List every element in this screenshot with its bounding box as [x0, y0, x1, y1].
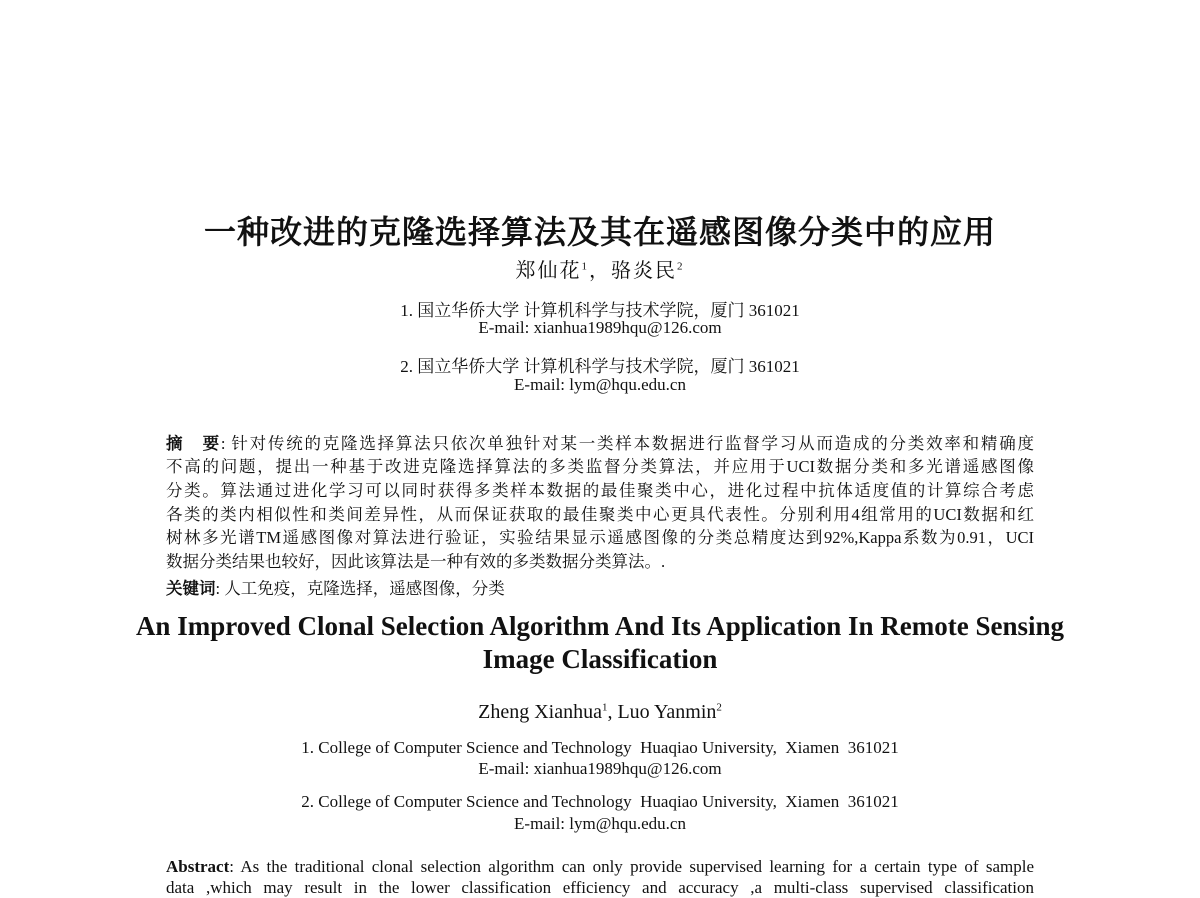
separator: , [607, 701, 618, 723]
abstract-line: 不高的问题，提出一种基于改进克隆选择算法的多类监督分类算法，并应用于UCI数据分类和多光谱遥感图像 [166, 457, 1034, 476]
abstract-text: : As the traditional clonal selection algorithm can only provide supervised learning for a certain type of sample [229, 857, 1034, 876]
separator: ， [589, 260, 611, 282]
abstract-line: 树林多光谱TM遥感图像对算法进行验证，实验结果显示遥感图像的分类总精度达到92%,Kappa系数为0.91，UCI [166, 528, 1034, 547]
english-authors [0, 701, 1200, 724]
abstract-text: : 针对传统的克隆选择算法只依次单独针对某一类样本数据进行监督学习从而造成的分类效率和精确度 [220, 434, 1035, 453]
abstract-line-en [166, 857, 1034, 877]
english-title-line-1: An Improved Clonal Selection Algorithm And Its Application In Remote Sensing [135, 611, 1065, 641]
english-title-line-2: Image Classification [482, 644, 718, 674]
affiliation-2-en: 2. College of Computer Science and Technology Huaqiao University, Xiamen 361021 [301, 792, 899, 811]
abstract-line: 分类。算法通过进化学习可以同时获得多类样本数据的最佳聚类中心，进化过程中抗体适度值的计算综合考虑 [166, 481, 1034, 500]
abstract-line [166, 430, 1034, 454]
abstract-line-en: data ,which may result in the lower classification efficiency and accuracy ,a multi-class supervised classification [166, 878, 1034, 897]
author-name: 骆炎民 [611, 260, 677, 282]
author-name: Luo Yanmin [617, 701, 717, 723]
abstract-label-en: Abstract [166, 857, 230, 876]
abstract-label: 摘 要 [166, 434, 221, 453]
keywords-line [166, 575, 1034, 599]
email-2-en: E-mail: lym@hqu.edu.cn [514, 814, 686, 833]
affiliation-1: 1. 国立华侨大学 计算机科学与技术学院，厦门 361021 [400, 301, 800, 320]
email-1: E-mail: xianhua1989hqu@126.com [478, 318, 722, 337]
affiliation-2: 2. 国立华侨大学 计算机科学与技术学院，厦门 361021 [400, 357, 800, 376]
affiliation-1-en: 1. College of Computer Science and Technology Huaqiao University, Xiamen 361021 [301, 738, 899, 757]
abstract-line: 数据分类结果也较好，因此该算法是一种有效的多类数据分类算法。. [166, 552, 666, 571]
affiliation-mark: 1 [601, 701, 608, 714]
email-1-en: E-mail: xianhua1989hqu@126.com [478, 759, 722, 778]
author-name: Zheng Xianhua [478, 701, 602, 723]
chinese-title: 一种改进的克隆选择算法及其在遥感图像分类中的应用 [203, 213, 996, 251]
keywords: : 人工免疫，克隆选择，遥感图像，分类 [215, 579, 505, 598]
affiliation-mark: 1 [581, 260, 589, 273]
author-name: 郑仙花 [515, 260, 582, 282]
chinese-authors [0, 254, 1200, 283]
affiliation-mark: 2 [677, 260, 685, 273]
keywords-label: 关键词 [166, 579, 216, 598]
email-2: E-mail: lym@hqu.edu.cn [514, 375, 686, 394]
abstract-line: 各类的类内相似性和类间差异性，从而保证获取的最佳聚类中心更具代表性。分别利用4组常用的UCI数据和红 [166, 505, 1034, 524]
affiliation-mark: 2 [716, 701, 722, 714]
